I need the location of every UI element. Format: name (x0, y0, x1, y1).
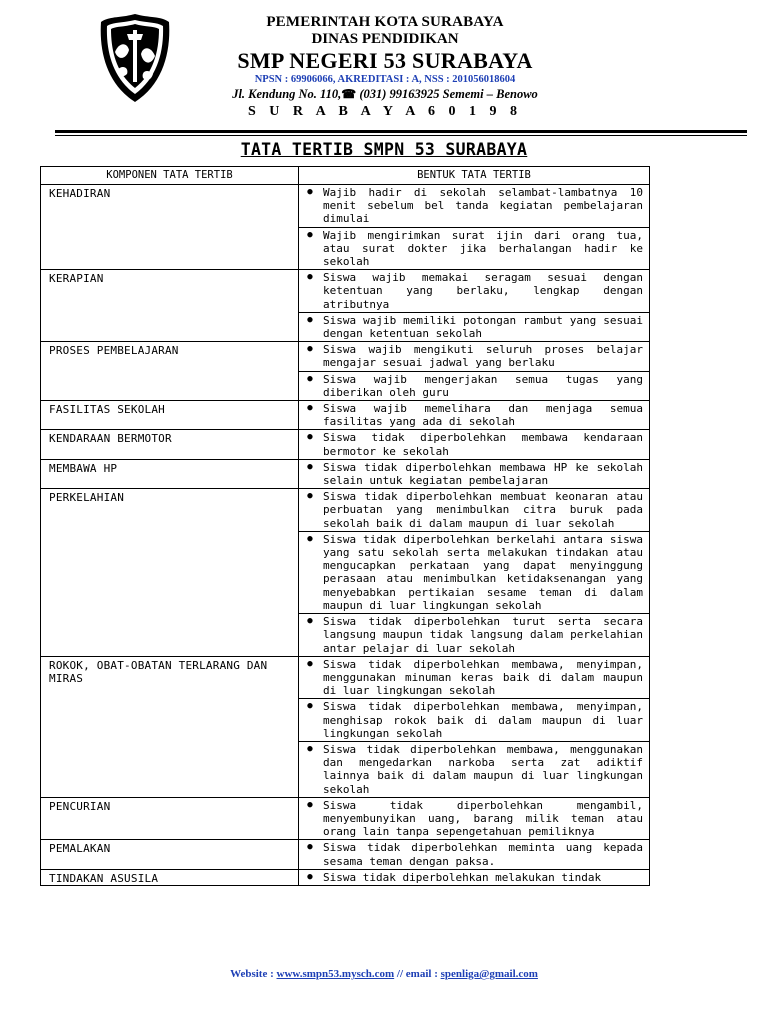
rules-cell (299, 869, 650, 885)
school-name: SMP NEGERI 53 SURABAYA (237, 48, 533, 73)
table-row (41, 270, 650, 342)
table-body (41, 185, 650, 886)
rule-item (299, 430, 649, 458)
rule-text: Siswa tidak diperbolehkan membawa, menyimpan, menggunakan minuman keras baik di dalam maupun di luar lingkungan sekolah (323, 657, 643, 698)
bullet-icon: ● (307, 533, 313, 544)
footer (0, 968, 768, 980)
rule-text: Siswa tidak diperbolehkan membawa, menyimpan, menghisap rokok baik di dalam maupun di luar lingkungan sekolah (323, 700, 643, 740)
rule-item (299, 870, 649, 885)
bullet-icon: ● (307, 187, 313, 197)
rule-item (299, 371, 649, 400)
rules-cell (299, 797, 650, 840)
bullet-icon: ● (307, 229, 313, 240)
rule-text: Siswa wajib memiliki potongan rambut yang sesuai dengan ketentuan sekolah (323, 313, 643, 341)
rule-item (299, 185, 649, 227)
table-row (41, 656, 650, 797)
rule-text: Siswa wajib mengikuti seluruh proses belajar mengajar sesuai jadwal yang berlaku (323, 343, 643, 370)
rule-item (299, 798, 649, 840)
email-link[interactable]: spenliga@gmail.com (440, 968, 538, 980)
table-row (41, 401, 650, 430)
letterhead-divider-thick (55, 130, 747, 133)
component-cell: PENCURIAN (41, 797, 299, 840)
column-header-rules: BENTUK TATA TERTIB (299, 167, 650, 185)
bullet-icon: ● (307, 491, 313, 502)
bullet-icon: ● (307, 799, 313, 810)
table-header-row (41, 167, 650, 185)
table-row (41, 840, 650, 869)
rule-item (299, 401, 649, 429)
rule-text: Siswa tidak diperbolehkan meminta uang kepada sesama teman dengan paksa. (323, 841, 643, 868)
rule-item (299, 312, 649, 341)
bullet-icon: ● (307, 616, 313, 627)
school-city: S U R A B A Y A 6 0 1 9 8 (247, 104, 523, 119)
table-row (41, 797, 650, 840)
rules-cell (299, 270, 650, 342)
rule-text: Wajib hadir di sekolah selambat-lambatnya 10 menit sebelum bel tanda kegiatan pembelajaran dimulai (323, 186, 643, 226)
component-cell: KEHADIRAN (41, 185, 299, 270)
component-cell: PERKELAHIAN (41, 489, 299, 656)
email-label: // email : (394, 968, 441, 980)
website-link[interactable]: www.smpn53.mysch.com (276, 968, 395, 980)
rule-item (299, 531, 649, 613)
rule-text: Siswa wajib memakai seragam sesuai dengan ketentuan yang berlaku, lengkap dengan atributnya (323, 271, 643, 311)
rule-text: Siswa tidak diperbolehkan mengambil, menyembunyikan uang, barang milik teman atau orang lain tanpa sepengetahuan pemiliknya (323, 798, 643, 839)
bullet-icon: ● (307, 461, 313, 472)
rule-text: Siswa tidak diperbolehkan berkelahi antara siswa yang satu sekolah serta melakukan tindakan atau mengucapkan perkataan yang dapat menyinggung perasaan atau menimbulkan ketidaksenangan yang menyebabkan pertikaian sesame teman di dalam maupun di luar lingkungan sekolah (323, 532, 643, 612)
rules-table (40, 166, 650, 886)
rule-item (299, 698, 649, 741)
rule-item (299, 657, 649, 699)
city-emblem-icon (97, 12, 173, 104)
government-name: PEMERINTAH KOTA SURABAYA (266, 14, 504, 30)
rule-text: Siswa wajib memelihara dan menjaga semua fasilitas yang ada di sekolah (323, 402, 643, 429)
bullet-icon: ● (307, 432, 313, 443)
bullet-icon: ● (307, 344, 313, 355)
table-row (41, 459, 650, 488)
table-row (41, 185, 650, 270)
rules-cell (299, 459, 650, 488)
rule-item (299, 613, 649, 656)
bullet-icon: ● (307, 403, 313, 414)
address-phone: (031) 99163925 Sememi – Benowo (356, 87, 538, 101)
rule-text: Siswa wajib mengerjakan semua tugas yang diberikan oleh guru (323, 372, 643, 399)
bullet-icon: ● (307, 373, 313, 384)
bullet-icon: ● (307, 272, 313, 283)
rule-text: Siswa tidak diperbolehkan membawa, menggunakan dan mengedarkan narkoba serta zat adiktif lainnya baik di dalam maupun di luar lingkungan sekolah (323, 742, 643, 796)
document-title: TATA TERTIB SMPN 53 SURABAYA (240, 140, 528, 159)
address-street: Jl. Kendung No. 110, (232, 87, 342, 101)
component-cell: KENDARAAN BERMOTOR (41, 430, 299, 459)
component-cell: PROSES PEMBELAJARAN (41, 342, 299, 401)
letterhead (180, 14, 590, 121)
column-header-component: KOMPONEN TATA TERTIB (41, 167, 299, 185)
bullet-icon: ● (307, 658, 313, 669)
rules-cell (299, 656, 650, 797)
bullet-icon: ● (307, 314, 313, 325)
rule-item (299, 460, 649, 488)
component-cell: KERAPIAN (41, 270, 299, 342)
telephone-icon: ☎ (341, 87, 357, 101)
rule-item (299, 270, 649, 312)
letterhead-divider-thin (55, 135, 747, 136)
bullet-icon: ● (307, 743, 313, 754)
table-row (41, 869, 650, 885)
component-cell: PEMALAKAN (41, 840, 299, 869)
table-row (41, 430, 650, 459)
school-address (180, 86, 590, 103)
rule-text: Siswa tidak diperbolehkan membawa HP ke sekolah selain untuk kegiatan pembelajaran (323, 460, 643, 488)
rules-cell (299, 401, 650, 430)
rule-text: Siswa tidak diperbolehkan turut serta secara langsung maupun tidak langsung dalam perkelahian antar pelajar di luar sekolah (323, 615, 643, 655)
component-cell: ROKOK, OBAT-OBATAN TERLARANG DAN MIRAS (41, 656, 299, 797)
rule-text: Siswa tidak diperbolehkan melakukan tindak (323, 870, 602, 884)
table-row (41, 489, 650, 656)
component-cell: FASILITAS SEKOLAH (41, 401, 299, 430)
rule-item (299, 342, 649, 370)
rules-cell (299, 489, 650, 656)
rule-item (299, 227, 649, 270)
rules-cell (299, 430, 650, 459)
table-row (41, 342, 650, 401)
bullet-icon: ● (307, 871, 313, 882)
bullet-icon: ● (307, 701, 313, 712)
rule-text: Wajib mengirimkan surat ijin dari orang tua, atau surat dokter jika berhalangan hadir ke sekolah (323, 228, 643, 269)
website-label: Website : (230, 968, 277, 980)
rule-item (299, 840, 649, 868)
rules-cell (299, 185, 650, 270)
rules-cell (299, 342, 650, 401)
rules-cell (299, 840, 650, 869)
rule-text: Siswa tidak diperbolehkan membawa kendaraan bermotor ke sekolah (323, 431, 643, 458)
school-codes: NPSN : 69906066, AKREDITASI : A, NSS : 201056018604 (254, 74, 516, 85)
component-cell: MEMBAWA HP (41, 459, 299, 488)
rule-text: Siswa tidak diperbolehkan membuat keonaran atau perbuatan yang menimbulkan citra buruk pada sekolah baik di dalam maupun di luar sekolah (323, 490, 643, 530)
department-name: DINAS PENDIDIKAN (311, 31, 459, 47)
rule-item (299, 741, 649, 797)
bullet-icon: ● (307, 842, 313, 853)
rule-item (299, 489, 649, 531)
component-cell: TINDAKAN ASUSILA (41, 869, 299, 885)
